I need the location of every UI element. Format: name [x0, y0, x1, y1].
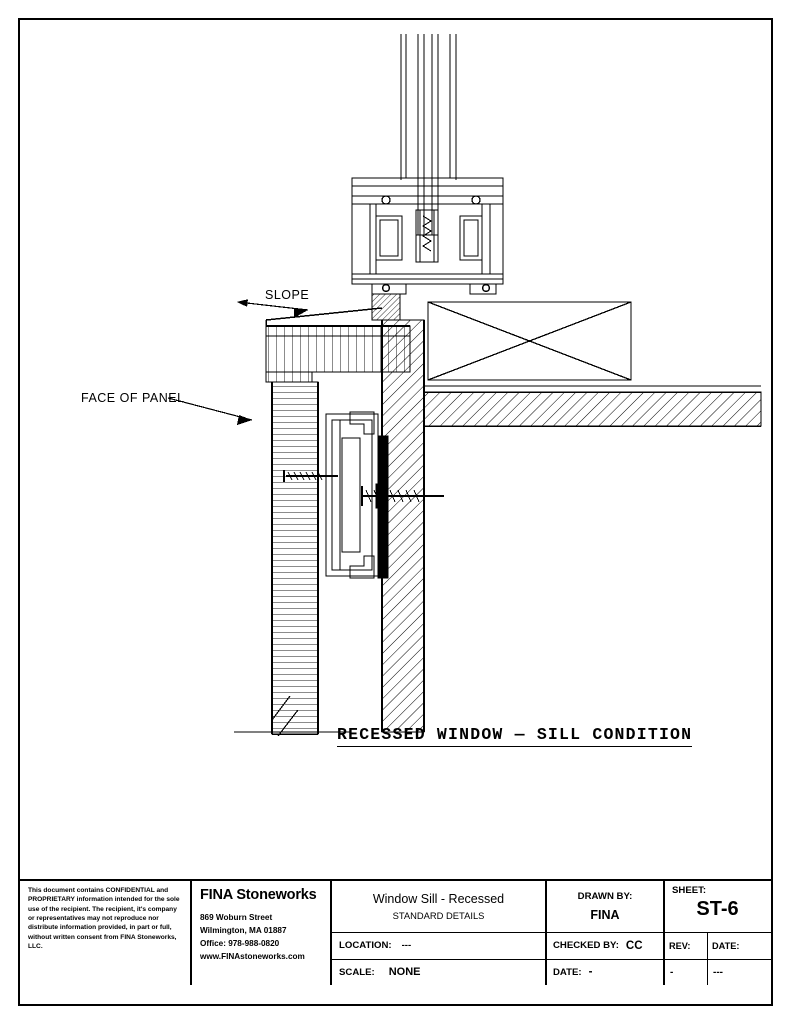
rev-value: - — [670, 967, 674, 978]
company-address-line2: Wilmington, MA 01887 — [200, 925, 287, 935]
checked-by-label: CHECKED BY: — [553, 940, 619, 952]
sheet-label: SHEET: — [672, 885, 707, 896]
scale-row — [332, 960, 545, 986]
company-name: FINA Stoneworks — [200, 887, 317, 903]
company-address-line1: 869 Woburn Street — [200, 913, 273, 922]
rev-date-label: DATE: — [708, 933, 771, 960]
revision-date-column — [708, 933, 771, 985]
sheet-number: ST-6 — [696, 898, 739, 920]
date-row — [547, 960, 663, 986]
location-value: --- — [401, 940, 412, 952]
detail-title: RECESSED WINDOW — SILL CONDITION — [337, 725, 692, 747]
detail-drawing-area — [20, 20, 771, 880]
company-phone: Office: 978-988-0820 — [200, 938, 280, 948]
drawn-by-value: FINA — [590, 908, 620, 922]
date-label: DATE: — [553, 966, 582, 978]
date-value: - — [588, 966, 593, 979]
company-website: www.FINAstoneworks.com — [200, 951, 305, 961]
sheet-title: Window Sill - Recessed — [372, 892, 505, 906]
location-label: LOCATION: — [339, 940, 392, 952]
location-row — [332, 933, 545, 960]
title-block-approvals — [547, 881, 665, 985]
checked-by-row — [547, 933, 663, 960]
annotation-slope: SLOPE — [265, 288, 310, 302]
drawn-by-label: DRAWN BY: — [577, 891, 633, 902]
revision-column — [665, 933, 708, 985]
sheet-subtitle: STANDARD DETAILS — [392, 910, 485, 921]
checked-by-value: CC — [625, 939, 643, 952]
rev-label: REV: — [665, 933, 707, 960]
scale-value: NONE — [388, 966, 421, 979]
scale-label: SCALE: — [339, 966, 375, 978]
title-block-sheet — [665, 881, 771, 985]
title-block — [20, 879, 771, 985]
confidentiality-note: This document contains CONFIDENTIAL and PROPRIETARY information intended for the sole use of the recipient. The recipient, it's company or representatives may not reproduce nor distribute information provided, in part or full, without written consent from FINA Stoneworks, LLC. — [20, 881, 192, 985]
rev-date-value: --- — [713, 967, 723, 978]
company-info — [192, 881, 332, 985]
annotation-face-of-panel: FACE OF PANEL — [81, 391, 185, 405]
title-block-center — [332, 881, 547, 985]
window-sill-detail-svg — [20, 20, 771, 880]
